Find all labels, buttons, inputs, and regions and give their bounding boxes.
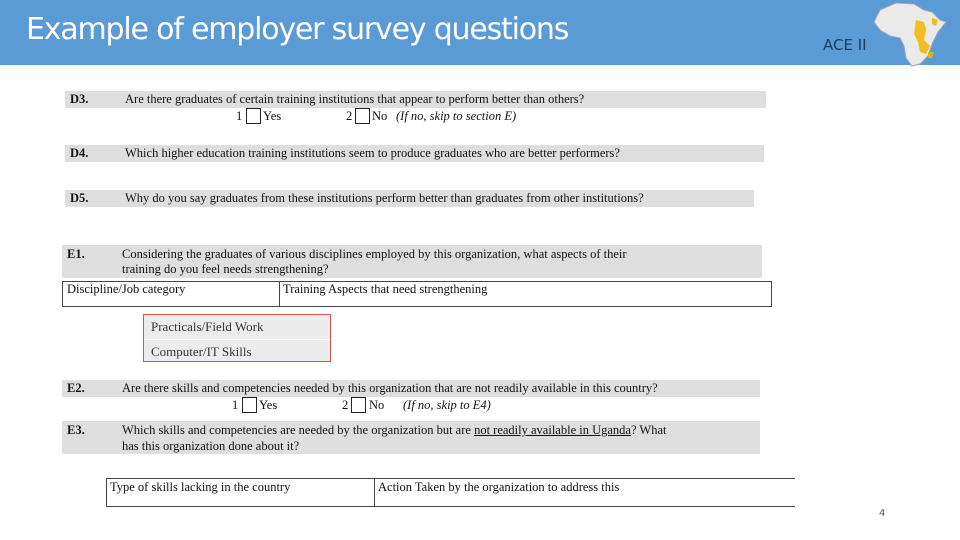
e1-table-divider: [279, 281, 280, 306]
e1-table-col2-header: Training Aspects that need strengthening: [283, 282, 488, 296]
question-e1-text-line1: Considering the graduates of various disciplines employed by this organization, what aspects of their: [122, 247, 627, 261]
skills-divider: [144, 339, 330, 340]
question-d4-id: D4.: [70, 146, 89, 160]
e3-text-part1: Which skills and competencies are needed by the organization but are: [122, 423, 475, 437]
e2-no-checkbox[interactable]: [351, 397, 366, 413]
africa-map-icon: [866, 0, 952, 68]
question-e1-id: E1.: [67, 247, 85, 261]
e3-text-underlined: not readily available in Uganda: [474, 423, 631, 437]
question-e1-text-line2: training do you feel needs strengthening?: [122, 262, 329, 276]
highlighted-skills-box: [143, 314, 331, 362]
e3-table-col1-header: Type of skills lacking in the country: [110, 480, 291, 494]
e2-option1-number: 1: [232, 398, 239, 412]
d3-skip-note: (If no, skip to section E): [396, 109, 517, 123]
d3-yes-checkbox[interactable]: [246, 108, 261, 124]
e3-text-part2: ? What: [630, 423, 667, 437]
d3-option1-number: 1: [236, 109, 243, 123]
question-d5-id: D5.: [70, 191, 89, 205]
question-d3-id: D3.: [70, 92, 89, 106]
question-e2-id: E2.: [67, 381, 85, 395]
d3-yes-label: Yes: [263, 109, 282, 123]
e3-table-col2-header: Action Taken by the organization to address this: [378, 480, 620, 494]
e2-option2-number: 2: [342, 398, 349, 412]
skill-item-practicals: Practicals/Field Work: [151, 319, 264, 334]
e2-no-label: No: [369, 398, 385, 412]
ace-logo-text: ACE II: [823, 36, 867, 54]
question-e2-text: Are there skills and competencies needed by this organization that are not readily available in this country?: [122, 381, 658, 395]
e2-yes-label: Yes: [259, 398, 278, 412]
d3-option2-number: 2: [346, 109, 353, 123]
slide-title: Example of employer survey questions: [26, 12, 569, 47]
d3-no-label: No: [372, 109, 388, 123]
e3-table-divider: [374, 478, 375, 506]
skill-item-computer: Computer/IT Skills: [151, 344, 252, 359]
question-e3-text-line1: [122, 423, 667, 438]
question-e3-id: E3.: [67, 423, 85, 437]
e1-table-col1-header: Discipline/Job category: [67, 282, 186, 296]
e2-yes-checkbox[interactable]: [242, 397, 257, 413]
question-d4-text: Which higher education training institutions seem to produce graduates who are better performers?: [125, 146, 620, 160]
question-e3-text-line2: has this organization done about it?: [122, 439, 300, 453]
page-number: 4: [879, 508, 886, 519]
d3-no-checkbox[interactable]: [355, 108, 370, 124]
question-d3-text: Are there graduates of certain training institutions that appear to perform better than others?: [125, 92, 585, 106]
question-d5-text: Why do you say graduates from these institutions perform better than graduates from other institutions?: [125, 191, 644, 205]
e2-skip-note: (If no, skip to E4): [403, 398, 491, 412]
